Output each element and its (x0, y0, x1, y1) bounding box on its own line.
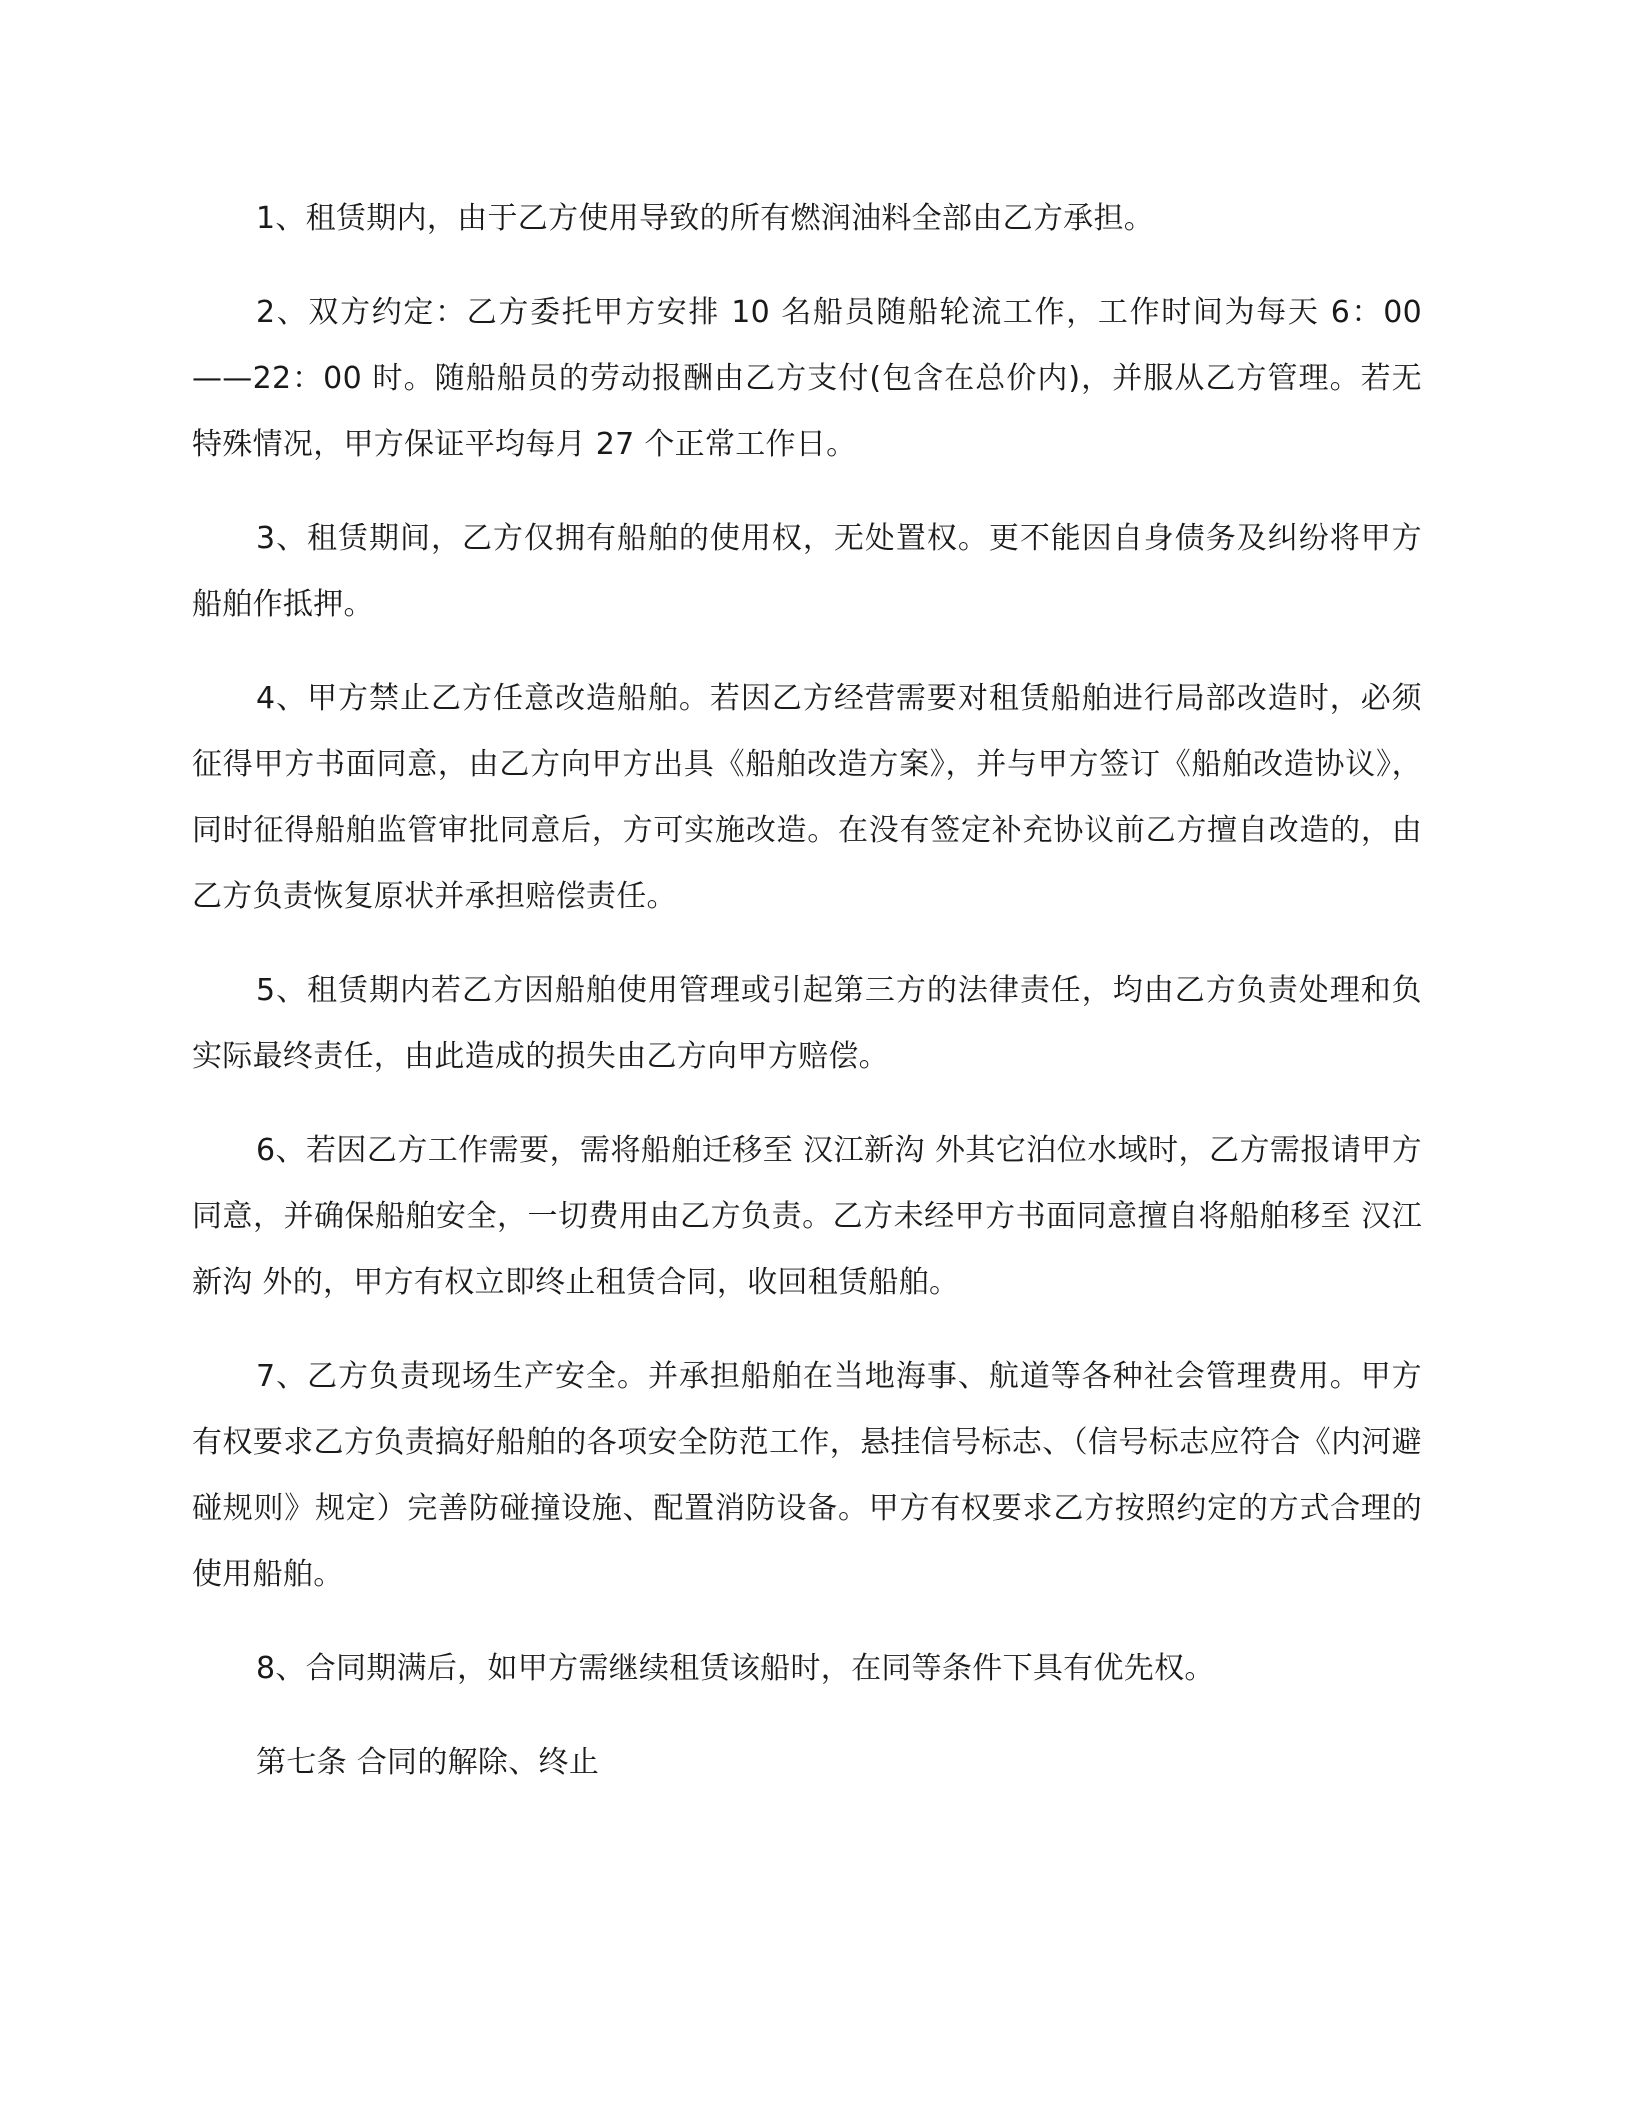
clause-6: 6、若因乙方工作需要，需将船舶迁移至 汉江新沟 外其它泊位水域时，乙方需报请甲方同意，并确保船舶安全，一切费用由乙方负责。乙方未经甲方书面同意擅自将船舶移至 汉江新沟 外的，甲方有权立即终止租赁合同，收回租赁船舶。 (192, 1133, 1422, 1300)
clause-2: 2、双方约定：乙方委托甲方安排 10 名船员随船轮流工作，工作时间为每天 6：00——22：00 时。随船船员的劳动报酬由乙方支付(包含在总价内)，并服从乙方管理。若无特殊情况，甲方保证平均每月 27 个正常工作日。 (192, 295, 1422, 462)
clause-1: 1、租赁期内，由于乙方使用导致的所有燃润油料全部由乙方承担。 (256, 201, 1155, 236)
clause-7: 7、乙方负责现场生产安全。并承担船舶在当地海事、航道等各种社会管理费用。甲方有权要求乙方负责搞好船舶的各项安全防范工作，悬挂信号标志、（信号标志应符合《内河避碰规则》规定）完善防碰撞设施、配置消防设备。甲方有权要求乙方按照约定的方式合理的使用船舶。 (192, 1359, 1422, 1592)
clause-8: 8、合同期满后，如甲方需继续租赁该船时，在同等条件下具有优先权。 (256, 1651, 1215, 1686)
clause-5: 5、租赁期内若乙方因船舶使用管理或引起第三方的法律责任，均由乙方负责处理和负实际最终责任，由此造成的损失由乙方向甲方赔偿。 (192, 973, 1422, 1074)
clause-4: 4、甲方禁止乙方任意改造船舶。若因乙方经营需要对租赁船舶进行局部改造时，必须征得甲方书面同意，由乙方向甲方出具《船舶改造方案》，并与甲方签订《船舶改造协议》，同时征得船舶监管审批同意后，方可实施改造。在没有签定补充协议前乙方擅自改造的，由乙方负责恢复原状并承担赔偿责任。 (192, 681, 1422, 914)
section-heading: 第七条 合同的解除、终止 (256, 1745, 600, 1780)
clause-3: 3、租赁期间，乙方仅拥有船舶的使用权，无处置权。更不能因自身债务及纠纷将甲方船舶作抵押。 (192, 521, 1422, 622)
document-body (192, 186, 1422, 1824)
